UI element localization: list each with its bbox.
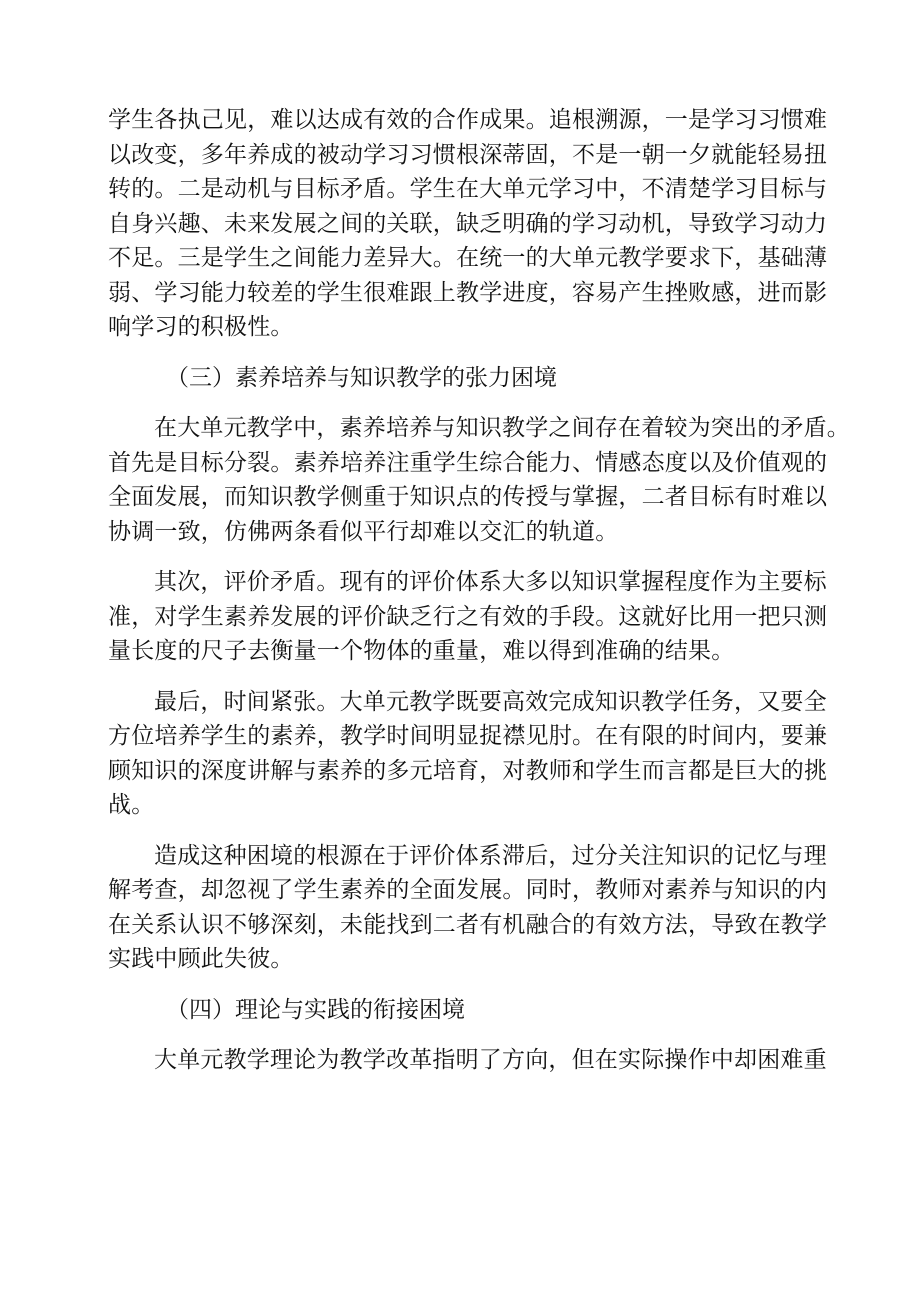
text-line: 顾知识的深度讲解与素养的多元培育，对教师和学生而言都是巨大的挑: [108, 757, 828, 784]
text-line: 大单元教学理论为教学改革指明了方向，但在实际操作中却困难重: [154, 1047, 827, 1073]
paragraph-2: [108, 411, 850, 549]
text-line: 弱、学习能力较差的学生很难跟上教学进度，容易产生挫败感，进而影: [108, 279, 828, 306]
paragraph-1: [108, 103, 828, 345]
text-line: 战。: [108, 792, 155, 818]
text-line: 方位培养学生的素养，教学时间明显捉襟见肘。在有限的时间内，要兼: [108, 723, 828, 749]
text-line: 实践中顾此失彼。: [108, 946, 294, 972]
paragraph-3: [108, 565, 828, 669]
text-line: 转的。二是动机与目标矛盾。学生在大单元学习中，不清楚学习目标与: [108, 176, 828, 202]
text-line: 不足。三是学生之间能力差异大。在统一的大单元教学要求下，基础薄: [108, 245, 828, 271]
text-line: 量长度的尺子去衡量一个物体的重量，难以得到准确的结果。: [108, 638, 735, 664]
section-heading-3: （三）素养培养与知识教学的张力困境: [166, 364, 557, 391]
text-line: 全面发展，而知识教学侧重于知识点的传授与掌握，二者目标有时难以: [108, 484, 828, 510]
text-line: 造成这种困境的根源在于评价体系滞后，过分关注知识的记忆与理: [154, 842, 827, 869]
text-line: 以改变，多年养成的被动学习习惯根深蒂固，不是一朝一夕就能轻易扭: [108, 141, 828, 168]
text-line: 在大单元教学中，素养培养与知识教学之间存在着较为突出的矛盾。: [154, 415, 850, 441]
section-heading-4: （四）理论与实践的衔接困境: [166, 996, 465, 1023]
text-line: 解考查，却忽视了学生素养的全面发展。同时，教师对素养与知识的内: [108, 877, 828, 903]
text-line: 最后，时间紧张。大单元教学既要高效完成知识教学任务，又要全: [154, 688, 827, 715]
text-line: 首先是目标分裂。素养培养注重学生综合能力、情感态度以及价值观的: [108, 449, 828, 476]
paragraph-4: [108, 685, 828, 823]
text-line: 准，对学生素养发展的评价缺乏行之有效的手段。这就好比用一把只测: [108, 603, 828, 630]
text-line: 学生各执己见，难以达成有效的合作成果。追根溯源，一是学习习惯难: [108, 107, 828, 133]
document-page: [108, 103, 850, 1094]
paragraph-6: [108, 1043, 827, 1078]
text-line: 自身兴趣、未来发展之间的关联，缺乏明确的学习动机，导致学习动力: [108, 210, 828, 237]
paragraph-5: [108, 839, 828, 977]
text-line: 响学习的积极性。: [108, 314, 294, 340]
text-line: 协调一致，仿佛两条看似平行却难以交汇的轨道。: [108, 518, 619, 545]
text-line: 在关系认识不够深刻，未能找到二者有机融合的有效方法，导致在教学: [108, 911, 828, 938]
text-line: 其次，评价矛盾。现有的评价体系大多以知识掌握程度作为主要标: [154, 569, 827, 595]
